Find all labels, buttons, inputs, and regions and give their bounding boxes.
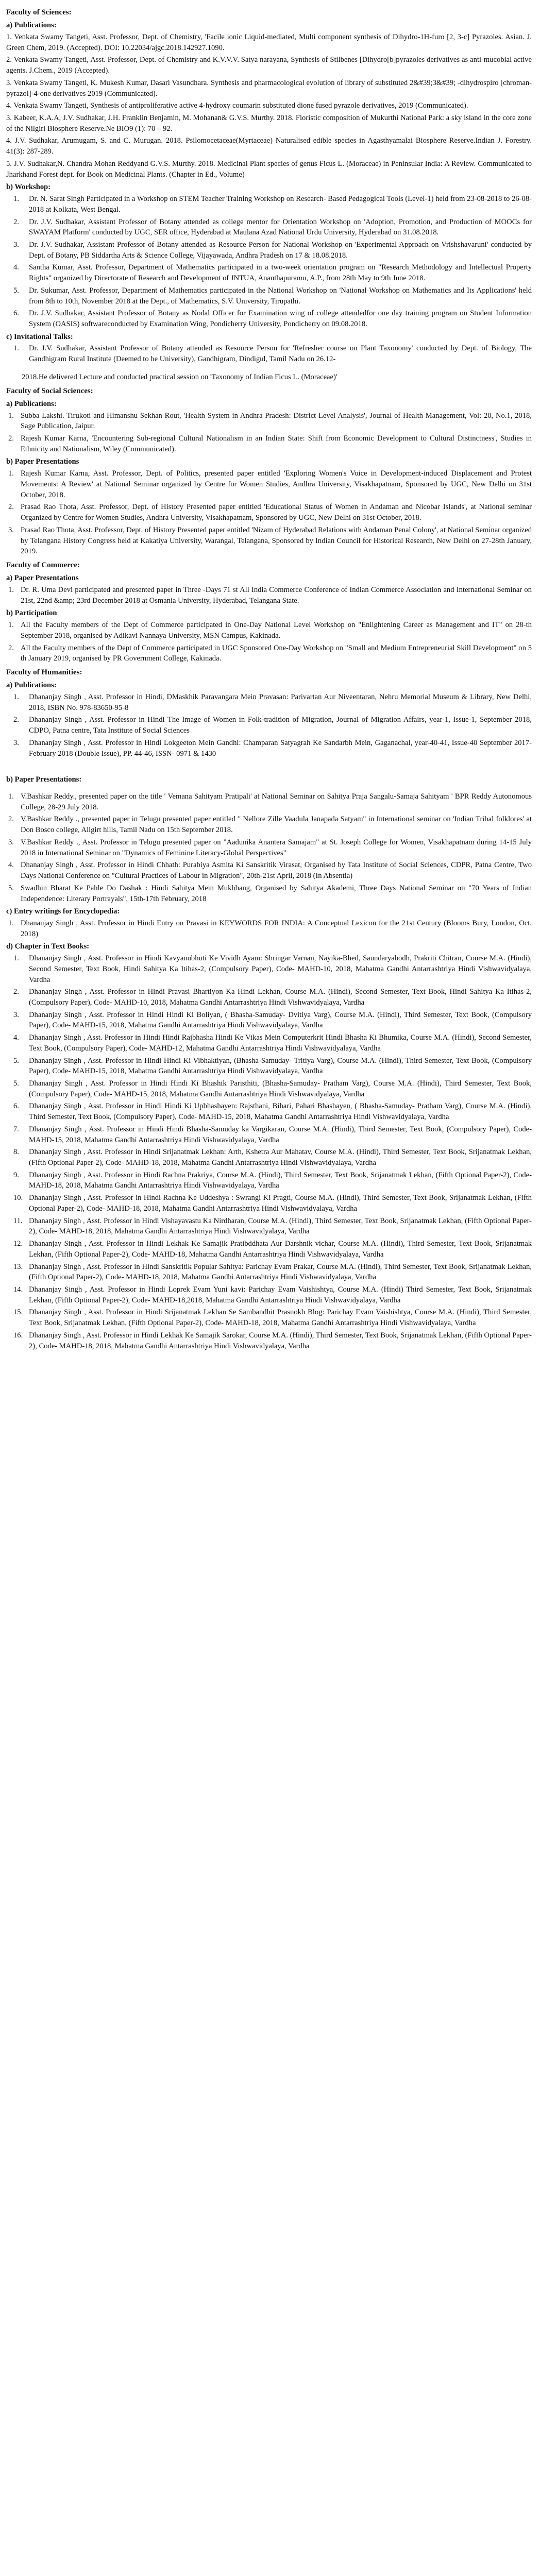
social-papers-list — [6, 468, 532, 557]
commerce-heading: Faculty of Commerce: — [6, 561, 80, 569]
sciences-publications-heading: a) Publications: — [6, 21, 57, 30]
list-item: 1. Dhananjay Singh , Asst. Professor in Hindi, DMaskhik Paravangara Mein Pravasan: Parivartan Aur Niveentaran, Nehru Memorial Museum & Library, New Delhi, 2018, ISBN No. 978-83650-95-8 — [13, 693, 532, 712]
list-item: 5. Dr. Sukumar, Asst. Professor, Department of Mathematics participated in the National Workshop on 'National Workshop on Mathematics and Its Applications' held from 8th to 10th, November 2018 at the Dept., of Mathematics, S.V. University, Tirupathi. — [13, 286, 532, 306]
list-item: 3. Prasad Rao Thota, Asst. Professor, Dept. of History Presented paper entitled 'Nizam of Hyderabad Relations with Andaman Penal Colony', at National Seminar organized by Telangana History Congress held at Kakatiya University, Warangal, Telangana, Sponsored by Indian Council for Historical Research, New Delhi on 27-28th January, 2019. — [8, 526, 532, 556]
list-item: 2. Venkata Swamy Tangeti, Asst. Professor, Dept. of Chemistry and K.V.V.V. Satya narayana, Synthesis of Stilbenes [Dihydro[b]pyrazoles derivatives as anti-mucobial active agents. J.Chem., 2019 (Accepted). — [6, 56, 532, 75]
humanities-textbooks-heading: d) Chapter in Text Books: — [6, 942, 90, 951]
humanities-encyclopedia-list — [6, 918, 532, 939]
social-heading: Faculty of Social Sciences: — [6, 386, 93, 395]
list-item: 1. Subba Lakshi. Tirukoti and Himanshu Sekhan Rout, 'Health System in Andhra Pradesh: District Level Analysis', Journal of Health Management, Vol: 20, No.1, 2018, Sage Publication, Jaipur. — [8, 411, 532, 431]
humanities-publications-list — [6, 692, 532, 759]
list-item: 1. Venkata Swamy Tangeti, Asst. Professor, Dept. of Chemistry, 'Facile ionic Liquid-mediated, Multi component synthesis of Dihydro-1H-furo [2, 3-c] Pyrazoles. Asian. J. Green Chem, 2019. (Accepted). DOI: 10.22034/ajgc.2018.142927.1090. — [6, 33, 532, 52]
list-item: 8. Dhananjay Singh , Asst. Professor in Hindi Srijanatmak Lekhan: Arth, Kshetra Aur Mahatav, Course M.A. (Hindi), Third Semester, Text Book, Srijanatmak Lekhan, (Fifth Optional Paper-2), Code- MAHD-18, 2018, Mahatma Gandhi Antarrashtriya Hindi Vishwavidyalaya, Vardha — [13, 1148, 532, 1167]
humanities-papers-heading: b) Paper Presentations: — [6, 775, 82, 784]
social-publications-list — [6, 411, 532, 455]
list-item: 5. Dhananjay Singh , Asst. Professor in Hindi Hindi Ki Vibhaktiyan, (Bhasha-Samuday- Tritiya Varg), Course M.A. (Hindi), Third Semester, Text Book, (Compulsory Paper), Code- MAHD-15, 2018, Mahatma Gandhi Antarrashtriya Hindi Vishwavidyalaya, Vardha — [13, 1056, 532, 1076]
list-item: 1. All the Faculty members of the Dept of Commerce participated in One-Day National Level Workshop on "Enlightening Career as Management and IT" on 28-th September 2018, organised by Adikavi Nannaya University, MSN Campus, Kakinada. — [8, 621, 532, 640]
sciences-invited-note: 2018.He delivered Lecture and conducted practical session on 'Taxonomy of Indian Ficus L. (Moraceae)' — [22, 372, 338, 381]
social-publications-heading: a) Publications: — [6, 399, 57, 408]
list-item: 4. Venkata Swamy Tangeti, Synthesis of antiproliferative active 4-hydroxy coumarin substituted dione fused pyrazole derivatives, 2019 (Communicated). — [6, 101, 468, 110]
list-item: 16. Dhananjay Singh , Asst. Professor in Hindi Lekhak Ke Samajik Sarokar, Course M.A. (Hindi), Third Semester, Text Book, Srijanatmak Lekhan, (Fifth Optional Paper-2), Code- MAHD-18, 2018, Mahatma Gandhi Antarrashtriya Hindi Vishwavidyalaya, Vardha — [13, 1331, 532, 1350]
list-item: 2. Rajesh Kumar Karna, 'Encountering Sub-regional Cultural Nationalism in an Indian State: Shift from Economic Development to Cultural Distinctness', Studies in Ethnicity and Nationalism, Wiley (Communicated). — [8, 434, 532, 453]
list-item: 3. Venkata Swamy Tangeti, K. Mukesh Kumar, Dasari Vasundhara. Synthesis and pharmacological evolution of library of substituted 2&#39;3&#39; -dihydrospiro [chroman-pyrazol]-4-one derivatives 2019 (Communicated). — [6, 78, 532, 98]
list-item: 10. Dhananjay Singh , Asst. Professor in Hindi Rachna Ke Uddeshya : Swrangi Ki Pragti, Course M.A. (Hindi), Third Semester, Text Book, Srijanatmak Lekhan, (Fifth Optional Paper-2), Code- MAHD-18, 2018, Mahatma Gandhi Antarrashtriya Hindi Vishwavidyalaya, Vardha — [13, 1194, 532, 1213]
list-item: 1. Dr. N. Sarat Singh Participated in a Workshop on STEM Teacher Training Workshop on Research- Based Pedagogical Tools (Level-1) held from 23-08-2018 to 26-08-2018 at Kolkata, West Bengal. — [13, 195, 532, 214]
sciences-workshop-heading: b) Workshop: — [6, 183, 51, 192]
list-item: 3. Dhananjay Singh , Asst. Professor in Hindi Hindi Ki Boliyan, ( Bhasha-Samuday- Dvitiya Varg), Course M.A. (Hindi), Third Semester, Text Book, (Compulsory Paper), Code- MAHD-15, 2018, Mahatma Gandhi Antarrashtriya Hindi Vishwavidyalaya, Vardha — [13, 1010, 532, 1030]
humanities-encyclopedia-heading: c) Entry writings for Encyclopedia: — [6, 907, 120, 916]
list-item: 12. Dhananjay Singh , Asst. Professor in Hindi Lekhak Ke Samajik Pratibddhata Aur Darshnik vichar, Course M.A. (Hindi), Third Semester, Text Book, Srijanatmak Lekhan, (Fifth Optional Paper-2), Code- MAHD-18, Mahatma Gandhi Antarrashtriya Hindi Vishwavidyalaya, Vardha — [13, 1240, 532, 1259]
sciences-heading: Faculty of Sciences: — [6, 8, 72, 16]
list-item: 7. Dhananjay Singh , Asst. Professor in Hindi Hindi Bhasha-Samuday ka Vargikaran, Course M.A. (Hindi), Third Semester, Text Book, (Compulsory Paper), Code- MAHD-15, 2018, Mahatma Gandhi Antarrashtriya Hindi Vishwavidyalaya, Vardha — [13, 1125, 532, 1144]
humanities-publications-heading: a) Publications: — [6, 681, 57, 690]
list-item: 2. Dhananjay Singh , Asst. Professor in Hindi The Image of Women in Folk-tradition of Migration, Journal of Migration Affairs, year-1, Issue-1, September 2018, CDPO, Patna centre, Tata Institute of Social Sciences — [13, 716, 532, 735]
humanities-heading: Faculty of Humanities: — [6, 668, 82, 676]
list-item: 1. Dr. R. Uma Devi participated and presented paper in Three -Days 71 st All India Commerce Conference of Indian Commerce Association and International Seminar on 21st, 22nd &amp; 23rd December 2018 at Osmania University, Hyderabad, Telangana State. — [8, 585, 532, 605]
list-item: 3. Dr. J.V. Sudhakar, Assistant Professor of Botany attended as Resource Person for National Workshop on 'Experimental Approach on Vrishshavaruni' conducted by Dept. of Botany, PB Siddartha Arts & Science College, Vijayawada, Andhra Pradesh on 17 & 18.08.2018. — [13, 240, 532, 260]
list-item: 3. Kabeer, K.A.A, J.V. Sudhakar, J.H. Franklin Benjamin, M. Mohanan& G.V.S. Murthy. 2018. Floristic composition of Mukurthi National Park: a sky island in the core zone of the Nilgiri Biosphere Reserve.Ne BIO9 (1): 70 – 92. — [6, 114, 532, 133]
list-item: 2. Dr. J.V. Sudhakar, Assistant Professor of Botany attended as college mentor for Orientation Workshop on 'Adoption, Promotion, and Production of MOOCs for SWAYAM Platform' conducted by UGC, SER office, Hyderabad at Maulana Azad National Urdu University, Hyderabad on 31.08.2018. — [13, 217, 532, 237]
list-item: 6. Dr. J.V. Sudhakar, Assistant Professor of Botany as Nodal Officer for Examination wing of college attendedfor one day training program on Student Information System (OASIS) softwareconducted by Examination Wing, Pondicherry University, Pondicherry on 09.08.2018. — [13, 309, 532, 328]
humanities-papers-list — [6, 791, 532, 904]
list-item: 4. Dhananjay Singh , Asst. Professor in Hindi Hindi Rajbhasha Hindi Ke Vikas Mein Computerkrit Hindi Bhasha Ki Bhumika, Course M.A. (Hindi), Second Semester, Text Book, (Compulsory Paper), Code- MAHD-12, Mahatma Gandhi Antarrashtriya Hindi Vishwavidyalaya, Vardha — [13, 1033, 532, 1053]
list-item: 2. V.Bashkar Reddy ., presented paper in Telugu presented paper entitled " Nellore Zille Vaadula Janapada Satyam" in International seminar on 'Indian Tribal folklores' at Don Bosco college, Allgirt hills, Tamil Nadu on 15th September 2018. — [8, 815, 532, 835]
humanities-textbooks-list — [6, 953, 532, 1353]
social-papers-heading: b) Paper Presentations — [6, 457, 79, 466]
sciences-publications-list — [6, 32, 532, 180]
list-item: 13. Dhananjay Singh , Asst. Professor in Hindi Sanskritik Popular Sahitya: Parichay Evam Prakar, Course M.A. (Hindi), Third Semester, Text Book, Srijanatmak Lekhan, (Fifth Optional Paper-2), Code- MAHD-18, 2018, Mahatma Gandhi Antarrashtriya Hindi Vishwavidyalaya, Vardha — [13, 1262, 532, 1282]
list-item: 1. Dr. J.V. Sudhakar, Assistant Professor of Botany attended as Resource Person for 'Refresher course on Plant Taxonomy' conducted by Dept. of Biology, The Gandhigram Rural Institute (Deemed to be University), Gandhigram, Dindigul, Tamil Nadu on 26.12- — [13, 344, 532, 364]
list-item: 2. Prasad Rao Thota, Asst. Professor, Dept. of History Presented paper entitled 'Educational Status of Women in Andaman and Nicobar Islands', at National seminar Organized by Centre for Women Studies, Andhra University, Visakhapatnam, Sponsored by UGC, New Delhi on 31st October, 2018. — [8, 503, 532, 522]
list-item: 1. V.Bashkar Reddy., presented paper on the title ' Vemana Sahityam Pratipali' at National Seminar on Sahitya Praja Sangalu-Samaja Sahityam ' BPR Reddy Autonomous College, 28-29 July 2018. — [8, 792, 532, 811]
list-item: 5. Dhananjay Singh , Asst. Professor in Hindi Hindi Ki Bhashik Paristhiti, (Bhasha-Samuday- Pratham Varg), Course M.A. (Hindi), Third Semester, Text Book, (Compulsory Paper), Code- MAHD-15, 2018, Mahatma Gandhi Antarrashtriya Hindi Vishwavidyalaya, Vardha — [13, 1079, 532, 1098]
list-item: 4. J.V. Sudhakar, Arumugam, S. and C. Murugan. 2018. Psilomocetaceae(Myrtaceae) Naturalised edible species in Agasthyamalai Biosphere Reserve.Indian J. Forestry. 41(3): 287-289. — [6, 137, 532, 156]
list-item: 9. Dhananjay Singh , Asst. Professor in Hindi Rachna Prakriya, Course M.A. (Hindi), Third Semester, Text Book, Srijanatmak Lekhan, (Fifth Optional Paper-2), Code- MAHD-18, 2018, Mahatma Gandhi Antarrashtriya Hindi Vishwavidyalaya, Vardha — [13, 1171, 532, 1190]
list-item: 4. Santha Kumar, Asst. Professor, Department of Mathematics participated in a two-week orientation program on "Research Methodology and Intellectual Property Rights" organized by Directorate of Research and Development of JNTUA, Ananthapuramu, A.P., from 28th May to 9th June 2018. — [13, 263, 532, 283]
list-item: 1. Dhananjay Singh , Asst. Professor in Hindi Entry on Pravasi in KEYWORDS FOR INDIA: A Conceptual Lexicon for the 21st Century (Blooms Bury, London, Oct. 2018) — [8, 919, 532, 938]
sciences-invited-list — [6, 343, 532, 364]
commerce-papers-heading: a) Paper Presentations — [6, 574, 79, 583]
list-item: 14. Dhananjay Singh , Asst. Professor in Hindi Loprek Evam Yuni kavi: Parichay Evam Vaishishtya, Course M.A. (Hindi) Third Semester, Text Book, Srijanatmak Lekhan, (Fifth Optional Paper-2), Code- MAHD-18,2018, Mahatma Gandhi Antarrashtriya Hindi Vishwavidyalaya, Vardha — [13, 1285, 532, 1304]
list-item: 1. Dhananjay Singh , Asst. Professor in Hindi Kavyanubhuti Ke Vividh Ayam: Shringar Varnan, Nayika-Bhed, Saundaryabodh, Prakriti Chitran, Course M.A. (Hindi), Second Semester, Text Book, Hindi Sahitya Ka Itihas-2, (Compulsory Paper), Code- MAHD-10, 2018, Mahatma Gandhi Antarrashtriya Hindi Vishwavidyalaya, Vardha — [13, 954, 532, 984]
list-item: 11. Dhananjay Singh , Asst. Professor in Hindi Vishayavastu Ka Nirdharan, Course M.A. (Hindi), Third Semester, Text Book, Srijanatmak Lekhan, (Fifth Optional Paper-2), Code- MAHD-18, 2018, Mahatma Gandhi Antarrashtriya Hindi Vishwavidyalaya, Vardha — [13, 1216, 532, 1236]
list-item: 6. Dhananjay Singh , Asst. Professor in Hindi Hindi Ki Upbhashayen: Rajsthani, Bihari, Pahari Bhashayen, ( Bhasha-Samuday- Pratham Varg), Course M.A. (Hindi), Third Semester, Text Book, (Compulsory Paper), Code- MAHD-15, 2018, Mahatma Gandhi Antarrashtriya Hindi Vishwavidyalaya, Vardha — [13, 1102, 532, 1122]
sciences-invited-heading: c) Invitational Talks: — [6, 332, 73, 341]
list-item: 4. Dhananjay Singh , Asst. Professor in Hindi Chhath: Purabiya Asmita Ki Sanskritik Virasat, Organised by Tata Institute of Social Sciences, CDPR, Patna Centre, Two Days National Conference on "Cultural Practices of Labour in Migration", 20th-21st April, 2018 (In Absentia) — [8, 861, 532, 880]
list-item: 5. Swadhin Bharat Ke Pahle Do Dashak : Hindi Sahitya Mein Mukhbang, Organised by Sahitya Akademi, Three Days National Seminar on "70 Years of Indian Independence: Literary Portrayals", 15th-17th February, 2018 — [8, 884, 532, 903]
list-item: 3. V.Bashkar Reddy ., Asst. Professor in Telugu presented paper on "Aadunika Anantera Samajam" at St. Joseph College for Women, Visakhapatnam during 14-15 July 2018 in International Seminar on "Dynamics of Feminine Literacy-Global Perspectives" — [8, 838, 532, 857]
list-item: 3. Dhananjay Singh , Asst. Professor in Hindi Lokgeeton Mein Gandhi: Champaran Satyagrah Ke Sandarbh Mein, Gaganachal, year-40-41, Issue-40 September 2017- February 2018 (Double Issue), PP. 44-46, ISSN- 0971 & 1430 — [13, 738, 532, 758]
list-item: 5. J.V. Sudhakar,N. Chandra Mohan Reddyand G.V.S. Murthy. 2018. Medicinal Plant species of genus Ficus L. (Moraceae) in Peninsular India: A Review. Communicated to Jharkhand Forest dept. for Book on Medicinal Plants. (Chapter in Ed., Volume) — [6, 159, 532, 179]
sciences-workshop-list — [6, 194, 532, 330]
list-item: 15. Dhananjay Singh , Asst. Professor in Hindi Srijanatmak Lekhan Se Sambandhit Prasnokh Blog: Parichay Evam Vaishishtya, Course M.A. (Hindi), Third Semester, Text Book, Srijanatmak Lekhan, (Fifth Optional Paper-2), Code- MAHD-18, 2018, Mahatma Gandhi Antarrashtriya Hindi Vishwavidyalaya, Vardha — [13, 1308, 532, 1328]
list-item: 2. Dhananjay Singh , Asst. Professor in Hindi Pravasi Bhartiyon Ka Hindi Lekhan, Course M.A. (Hindi), Second Semester, Text Book, Hindi Sahitya Ka Itihas-2, (Compulsory Paper), Code- MAHD-10, 2018, Mahatma Gandhi Antarrashtriya Hindi Vishwavidyalaya, Vardha — [13, 988, 532, 1007]
commerce-participation-list — [6, 620, 532, 664]
commerce-participation-heading: b) Participation — [6, 609, 57, 618]
list-item: 1. Rajesh Kumar Karna, Asst. Professor, Dept. of Politics, presented paper entitled 'Exploring Women's Voice in Development-induced Displacement and Protest Movements: A Review' at National Seminar organized by Centre for Women Studies, Andhra University, Visakhapatnam, Sponsored by UGC, New Delhi on 31st October, 2018. — [8, 469, 532, 499]
commerce-papers-list — [6, 585, 532, 606]
list-item: 2. All the Faculty members of the Dept of Commerce participated in UGC Sponsored One-Day Workshop on "Small and Medium Entrepreneurial Skill Development" on 5 th January 2019, organised by PR Government College, Kakinada. — [8, 643, 532, 663]
